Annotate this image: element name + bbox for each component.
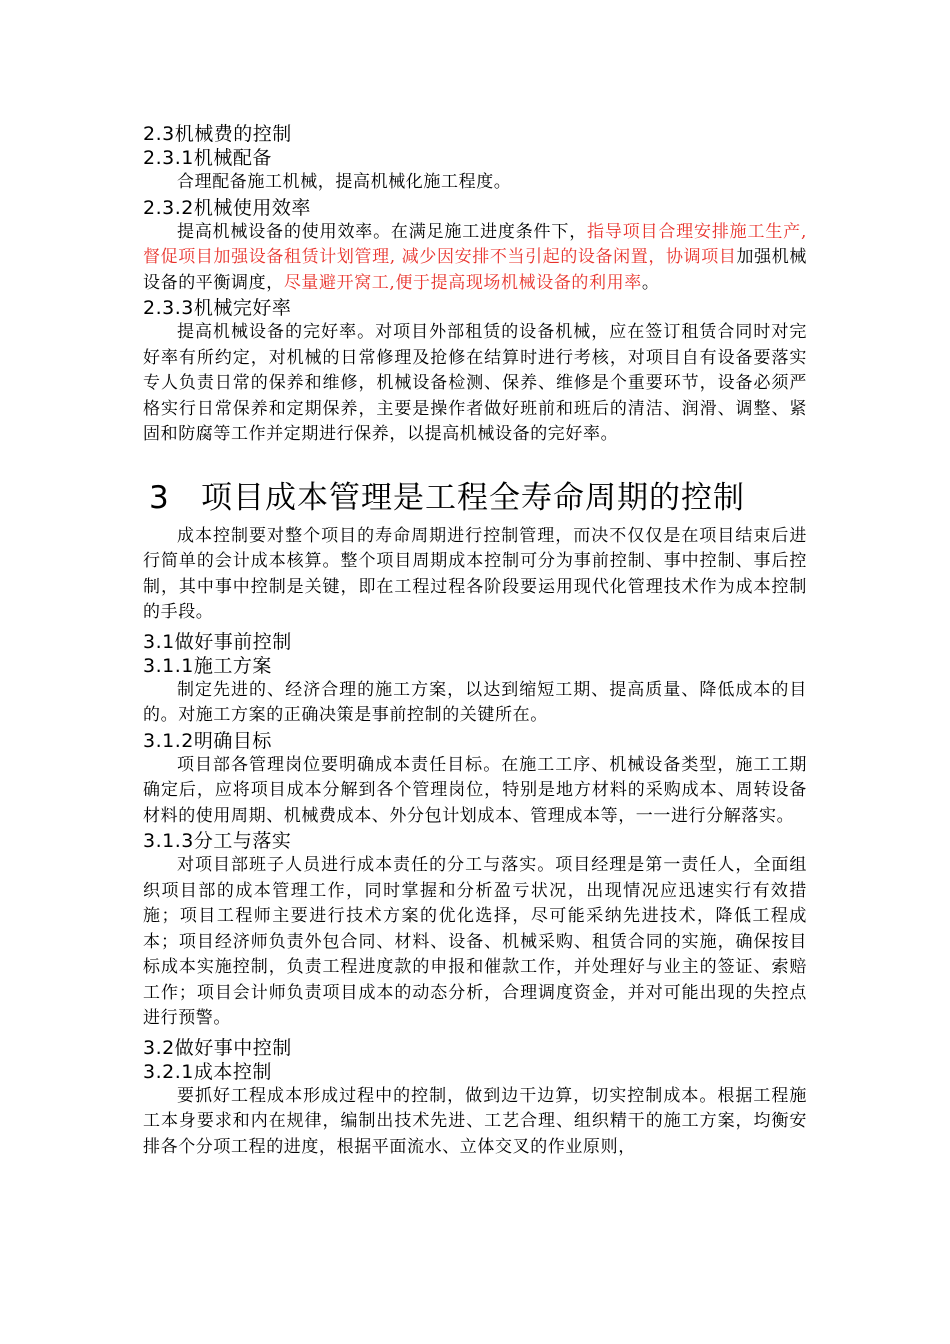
chapter-title: 项目成本管理是工程全寿命周期的控制	[201, 479, 745, 516]
heading-3-1-2: 3.1.2明确目标	[143, 729, 272, 752]
text-highlight-red: 尽量避开窝工,便于提高现场机械设备的利用率	[283, 272, 642, 293]
paragraph-3-1-2: 项目部各管理岗位要明确成本责任目标。在施工工序、机械设备类型，施工工期确定后，应将项目成本分解到各个管理岗位，特别是地方材料的采购成本、周转设备材料的使用周期、机械费成本、外分包计划成本、管理成本等，一一进行分解落实。	[143, 754, 807, 826]
heading-3-1-1: 3.1.1施工方案	[143, 654, 272, 677]
text-highlight-red: 指导项目合理安排施工生产,督促项目加强设备租赁计划管理, 减少因安排不当引起的设备闲置，协调项目	[143, 221, 807, 267]
chapter-number: 3	[149, 479, 170, 516]
heading-3-2: 3.2做好事中控制	[143, 1036, 292, 1059]
heading-3-2-1: 3.2.1成本控制	[143, 1060, 272, 1083]
heading-2-3: 2.3机械费的控制	[143, 123, 292, 145]
heading-2-3-2: 2.3.2机械使用效率	[143, 196, 311, 219]
heading-chapter-3	[149, 478, 807, 518]
paragraph-3-1-1: 制定先进的、经济合理的施工方案，以达到缩短工期、提高质量、降低成本的目的。对施工方案的正确决策是事前控制的关键所在。	[143, 679, 807, 725]
text-black: 。	[641, 272, 660, 293]
paragraph-3-1-3: 对项目部班子人员进行成本责任的分工与落实。项目经理是第一责任人，全面组织项目部的成本管理工作，同时掌握和分析盈亏状况，出现情况应迅速实行有效措施；项目工程师主要进行技术方案的优化选择，尽可能采纳先进技术，降低工程成本；项目经济师负责外包合同、材料、设备、机械采购、租赁合同的实施，确保按目标成本实施控制，负责工程进度款的申报和催款工作，并处理好与业主的签证、索赔工作；项目会计师负责项目成本的动态分析，合理调度资金，并对可能出现的失控点进行预警。	[143, 855, 807, 1028]
paragraph-2-3-3: 提高机械设备的完好率。对项目外部租赁的设备机械，应在签订租赁合同时对完好率有所约定，对机械的日常修理及抢修在结算时进行考核，对项目自有设备要落实专人负责日常的保养和维修，机械设备检测、保养、维修是个重要环节，设备必须严格实行日常保养和定期保养，主要是操作者做好班前和班后的清洁、润滑、调整、紧固和防腐等工作并定期进行保养，以提高机械设备的完好率。	[143, 322, 807, 444]
heading-2-3-1: 2.3.1机械配备	[143, 147, 272, 169]
paragraph-2-3-2	[143, 220, 807, 297]
paragraph-3-intro: 成本控制要对整个项目的寿命周期进行控制管理，而决不仅仅是在项目结束后进行简单的会计成本核算。整个项目周期成本控制可分为事前控制、事中控制、事后控制，其中事中控制是关键，即在工程过程各阶段要运用现代化管理技术作为成本控制的手段。	[143, 525, 807, 622]
paragraph-2-3-1: 合理配备施工机械，提高机械化施工程度。	[177, 172, 512, 192]
heading-3-1-3: 3.1.3分工与落实	[143, 830, 292, 852]
text-black: 提高机械设备的使用效率。在满足施工进度条件下，	[177, 221, 588, 242]
paragraph-3-2-1: 要抓好工程成本形成过程中的控制，做到边干边算，切实控制成本。根据工程施工本身要求和内在规律，编制出技术先进、工艺合理、组织精干的施工方案，均衡安排各个分项工程的进度，根据平面流水、立体交叉的作业原则，	[143, 1085, 807, 1157]
heading-3-1: 3.1做好事前控制	[143, 630, 292, 653]
heading-2-3-3: 2.3.3机械完好率	[143, 297, 292, 319]
text-black: 加强机械设备的平衡调度，	[143, 247, 807, 293]
